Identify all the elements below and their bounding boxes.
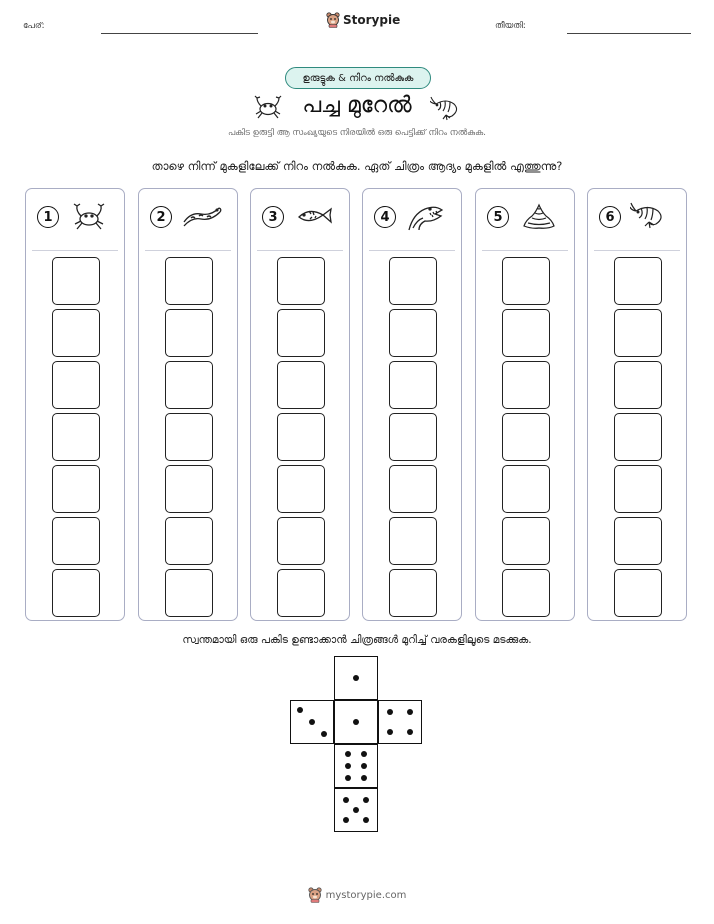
dice-pip: [345, 751, 351, 757]
color-box[interactable]: [502, 517, 550, 565]
color-box[interactable]: [502, 465, 550, 513]
dice-column-1: [25, 188, 125, 621]
dice-column-4: [362, 188, 462, 621]
color-box[interactable]: [502, 569, 550, 617]
color-box[interactable]: [277, 257, 325, 305]
color-box[interactable]: [277, 361, 325, 409]
dice-face-4: [378, 700, 422, 744]
dice-pip: [353, 675, 359, 681]
color-box[interactable]: [52, 413, 100, 461]
footer: [0, 887, 714, 903]
dice-face-1: [334, 656, 378, 700]
color-box[interactable]: [277, 517, 325, 565]
dice-column-2: [138, 188, 238, 621]
dice-pip: [407, 729, 413, 735]
column-divider: [482, 250, 568, 251]
dice-pip: [353, 807, 359, 813]
page-title: പച്ച മുറേൽ: [302, 93, 412, 118]
color-box[interactable]: [165, 569, 213, 617]
color-box[interactable]: [614, 361, 662, 409]
dice-column-6: [587, 188, 687, 621]
color-box[interactable]: [52, 309, 100, 357]
activity-badge: ഉരുട്ടുക & നിറം നൽകുക: [285, 67, 431, 89]
column-number: 2: [150, 206, 172, 228]
column-number: 4: [374, 206, 396, 228]
name-line[interactable]: [101, 33, 258, 34]
color-box[interactable]: [614, 517, 662, 565]
column-divider: [369, 250, 455, 251]
color-box[interactable]: [277, 309, 325, 357]
color-box[interactable]: [52, 569, 100, 617]
shrimp-icon: [630, 202, 672, 232]
color-box[interactable]: [502, 309, 550, 357]
dice-face-5: [334, 788, 378, 832]
date-label: തീയതി:: [495, 21, 526, 31]
dice-pip: [321, 731, 327, 737]
color-box[interactable]: [277, 413, 325, 461]
column-number: 3: [262, 206, 284, 228]
fish-icon: [293, 202, 335, 232]
color-box[interactable]: [277, 465, 325, 513]
dice-pip: [343, 797, 349, 803]
shell-icon: [518, 202, 560, 232]
bear-icon: [326, 12, 340, 28]
color-box[interactable]: [52, 257, 100, 305]
color-box[interactable]: [165, 361, 213, 409]
dice-face-1: [334, 700, 378, 744]
color-box[interactable]: [502, 257, 550, 305]
column-number: 6: [599, 206, 621, 228]
color-box[interactable]: [389, 309, 437, 357]
dice-pip: [363, 817, 369, 823]
dice-pip: [407, 709, 413, 715]
brand-logo: [326, 12, 400, 28]
footer-link[interactable]: mystorypie.com: [325, 889, 407, 901]
color-box[interactable]: [165, 257, 213, 305]
brand-name: Storypie: [343, 13, 401, 27]
color-box[interactable]: [52, 465, 100, 513]
bear-icon: [308, 887, 322, 903]
color-box[interactable]: [389, 465, 437, 513]
color-box[interactable]: [52, 361, 100, 409]
dice-face-6: [334, 744, 378, 788]
dice-pip: [361, 775, 367, 781]
color-box[interactable]: [165, 413, 213, 461]
color-box[interactable]: [165, 517, 213, 565]
crab-icon: [68, 202, 110, 232]
date-line[interactable]: [567, 33, 691, 34]
color-box[interactable]: [389, 413, 437, 461]
column-divider: [257, 250, 343, 251]
dice-pip: [363, 797, 369, 803]
color-box[interactable]: [389, 517, 437, 565]
color-box[interactable]: [614, 309, 662, 357]
instruction-text: താഴെ നിന്ന് മുകളിലേക്ക് നിറം നൽകുക. ഏത് ചിത്രം ആദ്യം മുകളിൽ എത്തുന്നു?: [151, 159, 563, 173]
dice-net: [290, 656, 424, 834]
eel-icon: [181, 202, 223, 232]
fold-instruction: സ്വന്തമായി ഒരു പകിട ഉണ്ടാക്കാൻ ചിത്രങ്ങൾ മുറിച്ച് വരകളിലൂടെ മടക്കുക.: [182, 634, 532, 646]
dice-pip: [353, 719, 359, 725]
shrimp-icon: [430, 96, 462, 122]
color-box[interactable]: [389, 361, 437, 409]
color-box[interactable]: [502, 413, 550, 461]
column-number: 1: [37, 206, 59, 228]
dice-pip: [361, 751, 367, 757]
color-box[interactable]: [277, 569, 325, 617]
color-box[interactable]: [502, 361, 550, 409]
dice-pip: [343, 817, 349, 823]
moray-eel-icon: [405, 202, 447, 232]
color-box[interactable]: [614, 413, 662, 461]
color-box[interactable]: [614, 465, 662, 513]
dice-pip: [309, 719, 315, 725]
dice-pip: [387, 709, 393, 715]
color-box[interactable]: [52, 517, 100, 565]
dice-pip: [361, 763, 367, 769]
color-box[interactable]: [389, 569, 437, 617]
dice-column-5: [475, 188, 575, 621]
dice-pip: [345, 763, 351, 769]
column-divider: [145, 250, 231, 251]
column-divider: [594, 250, 680, 251]
color-box[interactable]: [389, 257, 437, 305]
color-box[interactable]: [165, 309, 213, 357]
dice-pip: [387, 729, 393, 735]
dice-pip: [345, 775, 351, 781]
column-divider: [32, 250, 118, 251]
color-box[interactable]: [614, 569, 662, 617]
column-number: 5: [487, 206, 509, 228]
dice-face-3: [290, 700, 334, 744]
name-label: പേര്:: [23, 21, 45, 31]
dice-column-3: [250, 188, 350, 621]
color-box[interactable]: [165, 465, 213, 513]
color-box[interactable]: [614, 257, 662, 305]
dice-pip: [297, 707, 303, 713]
subtitle: പകിട ഉരുട്ടി ആ സംഖ്യയുടെ നിരയിൽ ഒരു പെട്ടിക്ക് നിറം നൽകുക.: [228, 128, 486, 138]
